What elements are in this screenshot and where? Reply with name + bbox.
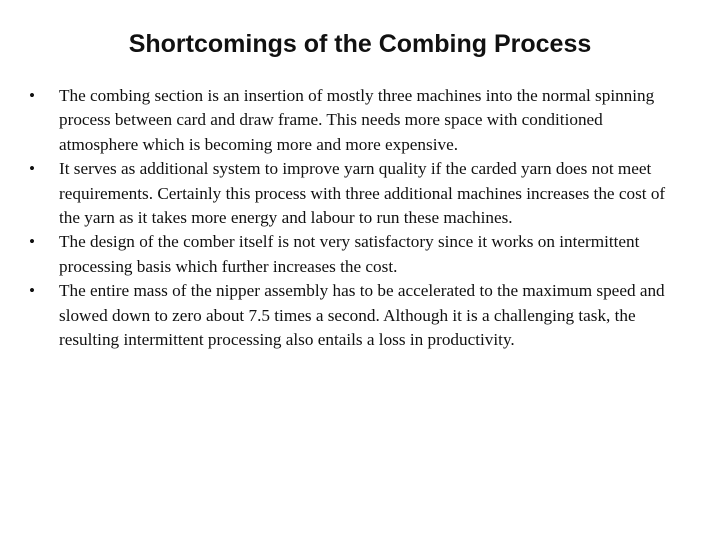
bullet-text: The entire mass of the nipper assembly has to be accelerated to the maximum speed and slowed down to zero about 7.5 times a second. Although it is a challenging task, the resulting intermittent processing also entails a loss in productivity. [59, 281, 665, 350]
bullet-text: The design of the comber itself is not very satisfactory since it works on intermittent processing basis which further increases the cost. [59, 232, 640, 276]
bullet-text: It serves as additional system to improve yarn quality if the carded yarn does not meet requirements. Certainly this process with three additional machines increases the cost of the yarn as it takes more energy and labour to run these machines. [59, 159, 666, 228]
bullet-text: The combing section is an insertion of mostly three machines into the normal spinning process between card and draw frame. This needs more space with conditioned atmosphere which is becoming more and more expensive. [59, 86, 655, 154]
bullet-dot-icon: • [29, 86, 36, 105]
slide-title: Shortcomings of the Combing Process [128, 30, 592, 58]
bullet-dot-icon: • [29, 232, 36, 252]
bullet-dot-icon: • [29, 281, 36, 301]
bullet-dot-icon: • [29, 159, 36, 179]
bullet-item [29, 157, 685, 230]
bullet-item [29, 84, 685, 157]
bullet-item [29, 279, 685, 352]
bullet-list [29, 84, 685, 352]
bullet-item [29, 230, 685, 279]
